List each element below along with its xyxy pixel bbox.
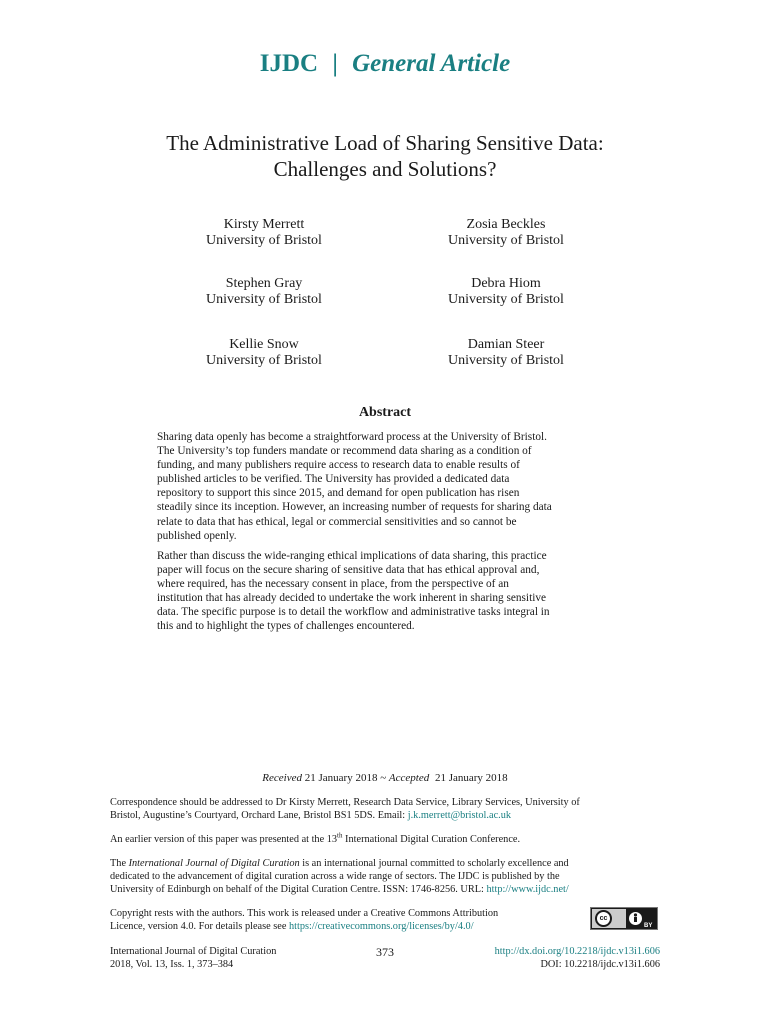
cc-logo-icon: cc bbox=[595, 910, 612, 927]
author-name: Kirsty Merrett bbox=[223, 217, 305, 232]
journal-info-line-3 bbox=[110, 883, 660, 896]
person-icon bbox=[627, 910, 644, 927]
received-date: 21 January 2018 bbox=[304, 772, 378, 784]
author-affiliation: University of Bristol bbox=[206, 353, 322, 368]
journal-url-link[interactable]: http://www.ijdc.net/ bbox=[486, 884, 569, 895]
title-line-2: Challenges and Solutions? bbox=[273, 157, 497, 181]
article-section: General Article bbox=[352, 50, 511, 77]
journal-abbrev: IJDC bbox=[259, 50, 319, 77]
by-label: BY bbox=[644, 923, 653, 929]
email-link[interactable]: j.k.merrett@bristol.ac.uk bbox=[407, 810, 512, 821]
abstract-line: relate to data that has ethical, legal or commercial sensitivities and so cannot be bbox=[157, 515, 517, 528]
title-line-1: The Administrative Load of Sharing Sensitive Data: bbox=[166, 131, 604, 155]
author-affiliation: University of Bristol bbox=[206, 233, 322, 248]
page-number: 373 bbox=[376, 945, 394, 959]
author-name: Damian Steer bbox=[467, 337, 545, 352]
abstract-line: Rather than discuss the wide-ranging ethical implications of data sharing, this practice bbox=[157, 550, 547, 562]
abstract-line: this and to highlight the types of challenges encountered. bbox=[157, 620, 415, 633]
author-name: Stephen Gray bbox=[225, 276, 303, 291]
copyright-line-2 bbox=[110, 920, 580, 933]
ordinal-suffix: th bbox=[337, 831, 343, 840]
licence-text: Licence, version 4.0. For details please see bbox=[110, 921, 287, 932]
abstract-paragraph-2 bbox=[157, 549, 612, 634]
author-block bbox=[406, 337, 606, 369]
abstract-line: paper will focus on the secure sharing of sensitive data that has ethical approval and, bbox=[157, 564, 540, 577]
doi-url-link[interactable]: http://dx.doi.org/10.2218/ijdc.v13i1.606 bbox=[494, 946, 660, 957]
author-block bbox=[406, 217, 606, 249]
abstract-line: data. The specific purpose is to detail the workflow and administrative tasks integral in bbox=[157, 606, 550, 619]
abstract-line: The University’s top funders mandate or recommend data sharing as a condition of bbox=[157, 445, 532, 458]
correspondence-note bbox=[110, 796, 660, 822]
received-accepted-dates bbox=[0, 772, 770, 784]
licence-url-link[interactable]: https://creativecommons.org/licenses/by/4.0/ bbox=[289, 921, 474, 932]
abstract-paragraph-1 bbox=[157, 430, 612, 543]
journal-masthead bbox=[0, 50, 770, 78]
journal-info-rest: is an international journal committed to scholarly excellence and bbox=[302, 858, 569, 869]
author-block bbox=[164, 337, 364, 369]
author-affiliation: University of Bristol bbox=[206, 292, 322, 307]
correspondence-line-2 bbox=[110, 809, 660, 822]
author-affiliation: University of Bristol bbox=[448, 292, 564, 307]
author-block bbox=[406, 276, 606, 308]
earlier-version-note bbox=[110, 833, 660, 846]
journal-title-italic: International Journal of Digital Curation bbox=[128, 858, 300, 869]
conference-name: International Digital Curation Conference. bbox=[342, 834, 521, 845]
copyright-note bbox=[110, 907, 580, 933]
journal-info-the: The bbox=[110, 858, 127, 869]
journal-info-line-2: dedicated to the advancement of digital curation across a wide range of sectors. The IJDC is published by the bbox=[110, 871, 560, 882]
author-name: Kellie Snow bbox=[229, 337, 299, 352]
abstract-line: repository to support this since 2015, and demand for open publication has risen bbox=[157, 487, 520, 500]
abstract-line: published articles to be verified. The University has provided a dedicated data bbox=[157, 473, 510, 486]
author-affiliation: University of Bristol bbox=[448, 353, 564, 368]
author-name: Zosia Beckles bbox=[466, 217, 546, 232]
correspondence-address: Bristol, Augustine’s Courtyard, Orchard Lane, Bristol BS1 5DS. Email: bbox=[110, 810, 406, 821]
masthead-separator: | bbox=[332, 50, 338, 77]
footer-doi: DOI: 10.2218/ijdc.v13i1.606 bbox=[540, 959, 660, 970]
footer-journal-name: International Journal of Digital Curation bbox=[110, 946, 277, 957]
copyright-line-1: Copyright rests with the authors. This work is released under a Creative Commons Attribution bbox=[110, 908, 499, 919]
abstract-line: steadily since its inception. However, an increasing number of requests for sharing data bbox=[157, 501, 552, 514]
author-block bbox=[164, 276, 364, 308]
journal-info bbox=[110, 857, 660, 896]
accepted-label: Accepted bbox=[388, 772, 430, 784]
earlier-version-text: An earlier version of this paper was presented at the 13 bbox=[110, 834, 338, 845]
abstract-line: published openly. bbox=[157, 529, 237, 542]
accepted-date: 21 January 2018 bbox=[434, 772, 508, 784]
author-affiliation: University of Bristol bbox=[448, 233, 564, 248]
abstract-heading: Abstract bbox=[358, 405, 412, 420]
paper-title bbox=[0, 130, 770, 182]
abstract-line: Sharing data openly has become a straightforward process at the University of Bristol. bbox=[157, 431, 547, 443]
date-separator: ~ bbox=[380, 772, 387, 784]
cc-by-badge[interactable] bbox=[590, 907, 658, 930]
abstract-line: where required, has the necessary consent in place, from the perspective of an bbox=[157, 578, 509, 591]
abstract-line: funding, and many publishers require access to research data to enable results of bbox=[157, 459, 520, 472]
author-block bbox=[164, 217, 364, 249]
author-name: Debra Hiom bbox=[471, 276, 541, 291]
received-label: Received bbox=[262, 772, 302, 784]
footer-right bbox=[495, 945, 660, 971]
correspondence-line-1: Correspondence should be addressed to Dr Kirsty Merrett, Research Data Service, Library Services, University of bbox=[110, 797, 580, 808]
journal-info-publisher: University of Edinburgh on behalf of the Digital Curation Centre. ISSN: 1746-8256. URL: bbox=[110, 884, 484, 895]
abstract-line: institution that has already decided to undertake the work inherent in sharing sensitive bbox=[157, 592, 547, 605]
footer-volume: 2018, Vol. 13, Iss. 1, 373–384 bbox=[110, 959, 234, 970]
journal-info-line-1 bbox=[110, 857, 660, 870]
